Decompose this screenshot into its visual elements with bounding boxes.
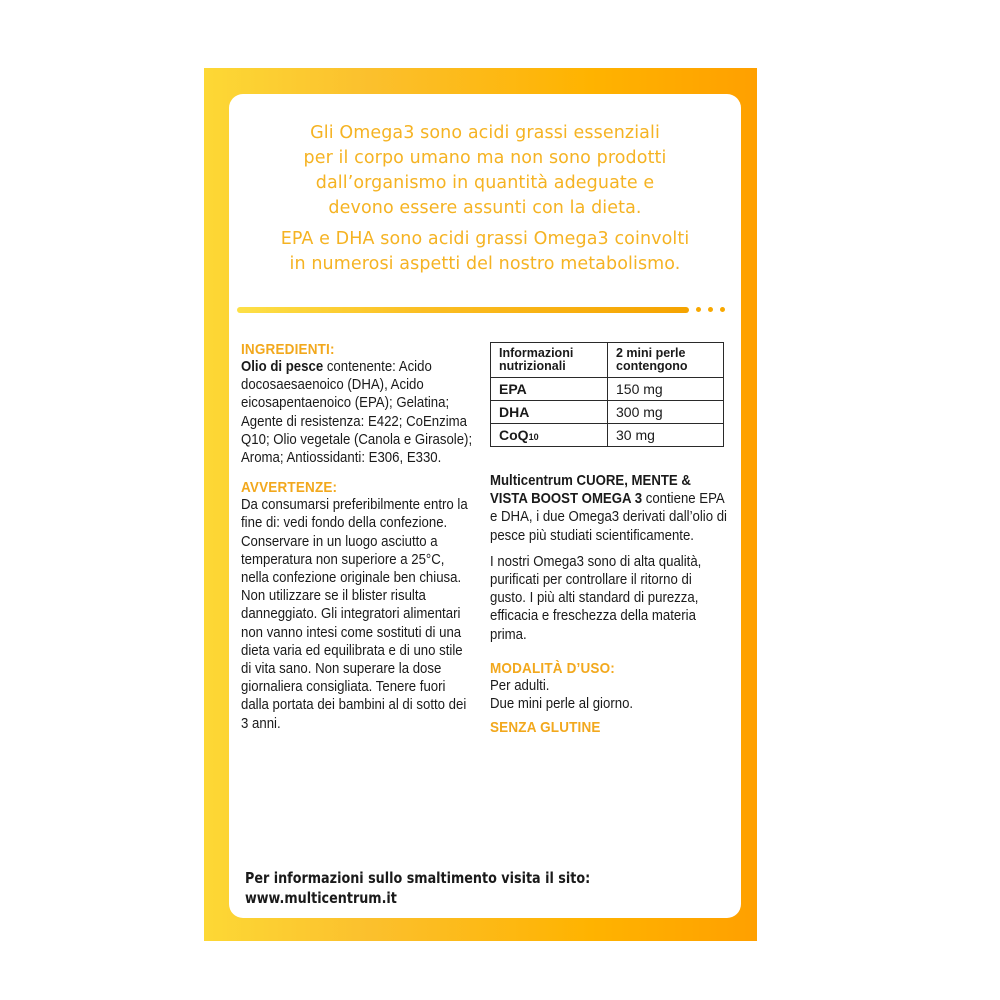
header-cell: 2 mini perle contengono bbox=[608, 343, 724, 378]
product-description bbox=[490, 472, 729, 545]
right-column bbox=[490, 472, 730, 736]
ingredients-body: contenente: Acido docosaesaenoico (DHA), Acido eicosapentaenoico (EPA); Gelatina; Agente di resistenza: E422; CoEnzima Q10; Olio vegetale (Canola e Girasole); Aroma; Antiossidanti: E306, E330. bbox=[241, 358, 473, 467]
nutrition-table bbox=[490, 342, 724, 447]
divider-dots bbox=[696, 307, 725, 312]
nutrition-table-header bbox=[491, 343, 724, 378]
nutrient-value: 150 mg bbox=[608, 378, 724, 401]
nutrient-subscript: 10 bbox=[528, 432, 539, 442]
warnings-text: Da consumarsi preferibilmente entro la fine di: vedi fondo della confezione. Conservare in un luogo asciutto a temperatura non superiore a 25°C, nella confezione originale ben chiusa. Non utilizzare se il blister risulta danneggiato. Gli integratori alimentari non vanno intesi come sostituti di una dieta varia ed equilibrata e di uno stile di vita sano. Non superare la dose giornaliera consigliata. Tenere fuori dalla portata dei bambini al di sotto dei 3 anni. bbox=[241, 496, 468, 732]
ingredients-title: INGREDIENTI: bbox=[241, 341, 335, 358]
footer-info bbox=[245, 868, 590, 908]
footer-disposal-text: Per informazioni sullo smaltimento visita il sito: bbox=[245, 869, 591, 887]
product-description-body: contiene EPA e DHA, i due Omega3 derivati dall’olio di pesce più studiati scientificamente. bbox=[490, 490, 727, 544]
nutrient-value: 30 mg bbox=[608, 424, 724, 447]
intro-line: in numerosi aspetti del nostro metabolismo. bbox=[289, 254, 681, 274]
nutrient-name-text: CoQ bbox=[499, 427, 529, 443]
divider-line bbox=[237, 307, 689, 313]
nutrient-name: EPA bbox=[491, 378, 608, 401]
intro-line: dall’organismo in quantità adeguate e bbox=[315, 173, 655, 193]
dot-icon bbox=[708, 307, 713, 312]
table-row bbox=[491, 401, 724, 424]
nutrient-value: 300 mg bbox=[608, 401, 724, 424]
dot-icon bbox=[720, 307, 725, 312]
table-row bbox=[491, 378, 724, 401]
warnings-title: AVVERTENZE: bbox=[241, 479, 338, 497]
header-cell: Informazioni nutrizionali bbox=[491, 343, 608, 378]
footer-website-link[interactable]: www.multicentrum.it bbox=[245, 889, 397, 907]
gluten-free-label: SENZA GLUTINE bbox=[490, 719, 601, 737]
intro-line: EPA e DHA sono acidi grassi Omega3 coinvolti bbox=[280, 229, 690, 249]
usage-line-2: Due mini perle al giorno. bbox=[490, 695, 634, 713]
usage-line-1: Per adulti. bbox=[490, 676, 550, 694]
quality-text: I nostri Omega3 sono di alta qualità, purificati per controllare il ritorno di gusto. I più alti standard di purezza, efficacia e freschezza della materia prima. bbox=[490, 552, 702, 643]
intro-paragraph-2 bbox=[229, 227, 741, 277]
intro-text bbox=[229, 121, 741, 277]
intro-paragraph-1 bbox=[229, 121, 741, 221]
intro-line: devono essere assunti con la dieta. bbox=[328, 198, 642, 218]
usage-title: MODALITÀ D’USO: bbox=[490, 659, 615, 677]
left-column bbox=[241, 341, 477, 733]
nutrient-name bbox=[491, 424, 608, 447]
table-row bbox=[491, 424, 724, 447]
ingredients-text bbox=[241, 358, 476, 467]
product-name: Multicentrum CUORE, MENTE & VISTA BOOST OMEGA 3 bbox=[490, 472, 691, 508]
intro-line: per il corpo umano ma non sono prodotti bbox=[303, 148, 667, 168]
intro-line: Gli Omega3 sono acidi grassi essenziali bbox=[310, 123, 660, 143]
dot-icon bbox=[696, 307, 701, 312]
ingredients-lead: Olio di pesce bbox=[241, 358, 324, 375]
nutrient-name: DHA bbox=[491, 401, 608, 424]
